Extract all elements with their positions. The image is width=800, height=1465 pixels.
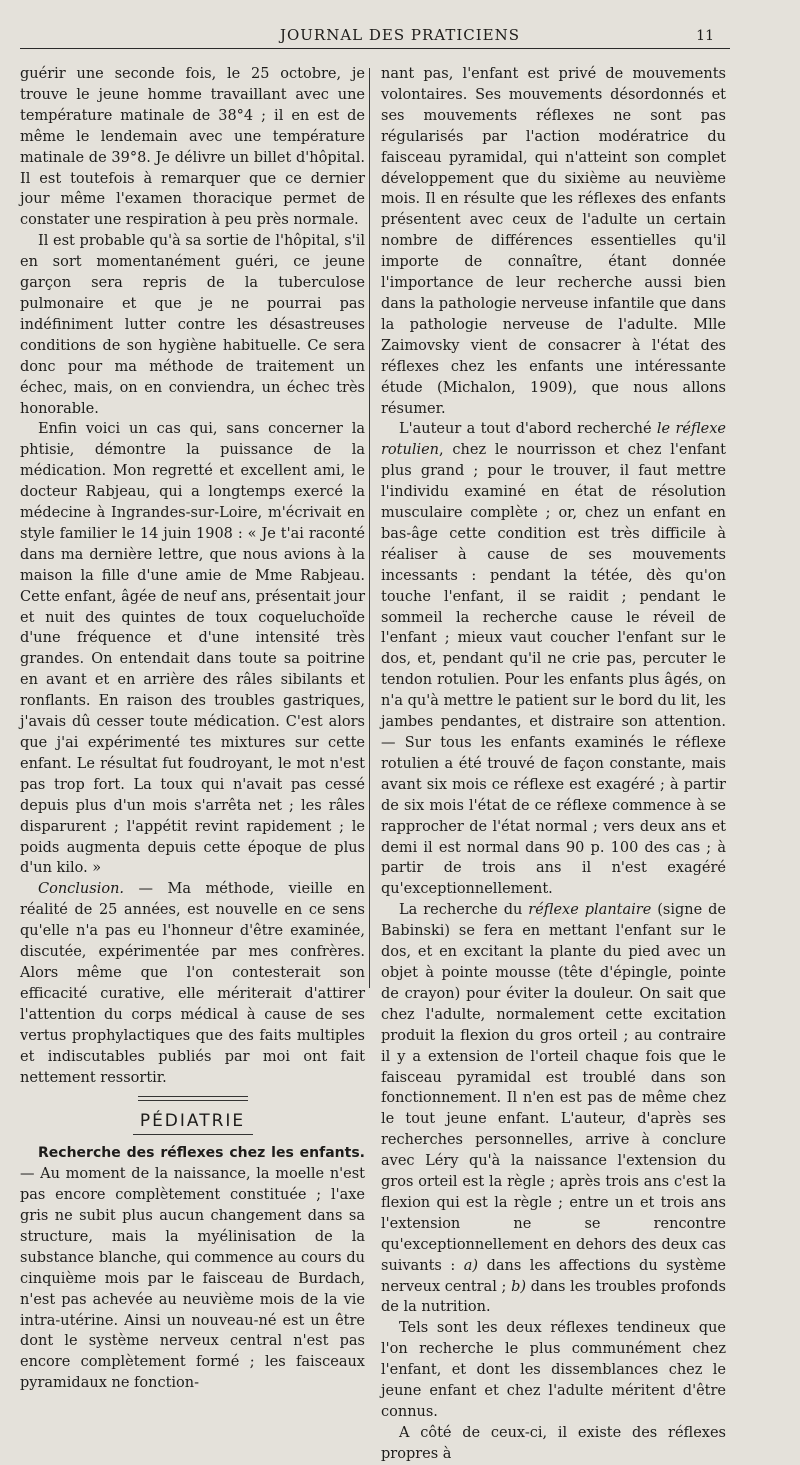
paragraph (381, 419, 726, 900)
journal-title: JOURNAL DES PRATICIENS (279, 26, 521, 44)
list-marker-b: b) (511, 1278, 527, 1295)
text-run: dans les troubles profonds de la nutrition. (381, 1278, 726, 1316)
section-separator (138, 1096, 248, 1101)
article-title: Recherche des réflexes chez les enfants. (38, 1145, 365, 1162)
section-heading (20, 1096, 365, 1135)
page-number: 11 (696, 28, 714, 44)
conclusion-text: — Ma méthode, vieille en réalité de 25 années, est nouvelle en ce sens qu'elle n'a pas eu l'honneur d'être examinée, discutée, expérimentée par mes confrères. Alors même que l'on contesterait son efficacité curative, elle mériterait d'attirer l'attention du corps médical à cause de ses vertus prophylactiques que des faits multiples et indiscutables publiés par moi ont fait nettement ressortir. (20, 881, 365, 1086)
paragraph (381, 900, 726, 1318)
section-underline (133, 1134, 253, 1135)
italic-term: le réflexe rotulien (381, 421, 726, 459)
header-rule (20, 48, 730, 49)
list-marker-a: a) (463, 1257, 479, 1274)
text-run: La recherche du (399, 902, 529, 919)
paragraph: Tels sont les deux réflexes tendineux que l'on recherche le plus communément chez l'enfant, et dont les dissemblances chez le jeune enfant et chez l'adulte méritent d'être connus. (381, 1320, 726, 1420)
section-title: PÉDIATRIE (139, 1111, 246, 1132)
text-run: L'auteur a tout d'abord recherché (399, 421, 657, 438)
conclusion-paragraph (20, 879, 365, 1088)
right-column (381, 64, 726, 1465)
conclusion-label: Conclusion. (38, 881, 125, 898)
text-run: (signe de Babinski) se fera en mettant l'enfant sur le dos, et en excitant la plante du pied avec un objet à pointe mousse (tête d'épingle, pointe de crayon) pour éviter la douleur. On sait que chez l'adulte, normalement cette excitation produit la flexion du gros orteil ; au contraire il y a extension de l'orteil chaque fois que le faisceau pyramidal est troublé dans son fonctionnement. Il n'en est pas de même chez le tout jeune enfant. L'auteur, d'après ses recherches personnelles, arrive à conclure avec Léry qu'à la naissance l'extension du gros orteil est la règle ; après trois ans c'est la flexion qui est la règle ; entre un et trois ans l'extension ne se rencontre qu'exceptionnellement en dehors des deux cas suivants : (381, 902, 726, 1274)
left-column (20, 64, 365, 1394)
article-paragraph (20, 1143, 365, 1394)
text-run: , chez le nourrisson et chez l'enfant plus grand ; pour le trouver, il faut mettre l'individu examiné en état de résolution musculaire complète ; or, chez un enfant en bas-âge cette condition est très difficile à réaliser à cause de ses mouvements incessants : pendant la tétée, dès qu'on touche l'enfant, il se raidit ; pendant le sommeil la recherche cause le réveil de l'enfant ; mieux vaut coucher l'enfant sur le dos, et, pendant qu'il ne crie pas, percuter le tendon rotulien. Pour les enfants plus âgés, on n'a qu'à mettre le patient sur le bord du lit, les jambes pendantes, et distraire son attention. — Sur tous les enfants examinés le réflexe rotulien a été trouvé de façon constante, mais avant six mois ce réflexe est exagéré ; à partir de six mois l'état de ce réflexe commence à se rapprocher de l'état normal ; vers deux ans et demi il est normal dans 90 p. 100 des cas ; à partir de trois ans il n'est exagéré qu'exceptionnellement. (381, 442, 726, 898)
paragraph: guérir une seconde fois, le 25 octobre, je trouve le jeune homme travaillant avec une température matinale de 38°4 ; il en est de même le lendemain avec une température matinale de 39°8. Je délivre un billet d'hôpital. Il est toutefois à remarquer que ce dernier jour même l'examen thoracique permet de constater une respiration à peu près normale. (20, 66, 365, 229)
paragraph: A côté de ceux-ci, il existe des réflexes propres à (381, 1424, 726, 1462)
text-run: dans les affections du système nerveux central ; (381, 1257, 726, 1295)
running-header (0, 22, 800, 52)
column-divider (369, 68, 370, 988)
paragraph: Enfin voici un cas qui, sans concerner la phtisie, démontre la puissance de la médication. Mon regretté et excellent ami, le docteur Rabjeau, qui a longtemps exercé la médecine à Ingrandes-sur-Loire, m'écrivait en style familier le 14 juin 1908 : « Je t'ai raconté dans ma dernière lettre, que nous avions à la maison la fille d'une amie de Mme Rabjeau. Cette enfant, âgée de neuf ans, présentait jour et nuit des quintes de toux coqueluchoïde d'une fréquence et d'une intensité très grandes. On entendait dans toute sa poitrine en avant et en arrière des râles sibilants et ronflants. En raison des troubles gastriques, j'avais dû cesser toute médication. C'est alors que j'ai expérimenté tes mixtures sur cette enfant. Le résultat fut foudroyant, le mot n'est pas trop fort. La toux qui n'avait pas cessé depuis plus d'un mois s'arrêta net ; les râles disparurent ; l'appétit revint rapidement ; le poids augmenta depuis cette époque de plus d'un kilo. » (20, 421, 365, 877)
paragraph: Il est probable qu'à sa sortie de l'hôpital, s'il en sort momentanément guéri, ce jeune garçon sera repris de la tuberculose pulmonaire et que je ne pourrai pas indéfiniment lutter contre les désastreuses conditions de son hygiène habituelle. Ce sera donc pour ma méthode de traitement un échec, mais, on en conviendra, un échec très honorable. (20, 233, 365, 417)
italic-term: réflexe plantaire (528, 902, 652, 919)
paragraph: nant pas, l'enfant est privé de mouvements volontaires. Ses mouvements désordonnés et ses mouvements réflexes ne sont pas régularisés par l'action modératrice du faisceau pyramidal, qui n'atteint son complet développement que du sixième au neuvième mois. Il en résulte que les réflexes des enfants présentent avec ceux de l'adulte un certain nombre de différences essentielles qu'il importe de connaître, étant donnée l'importance de leur recherche aussi bien dans la pathologie nerveuse infantile que dans la pathologie nerveuse de l'adulte. Mlle Zaimovsky vient de consacrer à l'état des réflexes chez les enfants une intéressante étude (Michalon, 1909), que nous allons résumer. (381, 66, 726, 417)
article-text: — Au moment de la naissance, la moelle n'est pas encore complètement constituée ; l'axe gris ne subit plus aucun changement dans sa structure, mais la myélinisation de la substance blanche, qui commence au cours du cinquième mois par le faisceau de Burdach, n'est pas achevée au neuvième mois de la vie intra-utérine. Ainsi un nouveau-né est un être dont le système nerveux central n'est pas encore complètement formé ; les faisceaux pyramidaux ne fonction- (20, 1166, 365, 1392)
